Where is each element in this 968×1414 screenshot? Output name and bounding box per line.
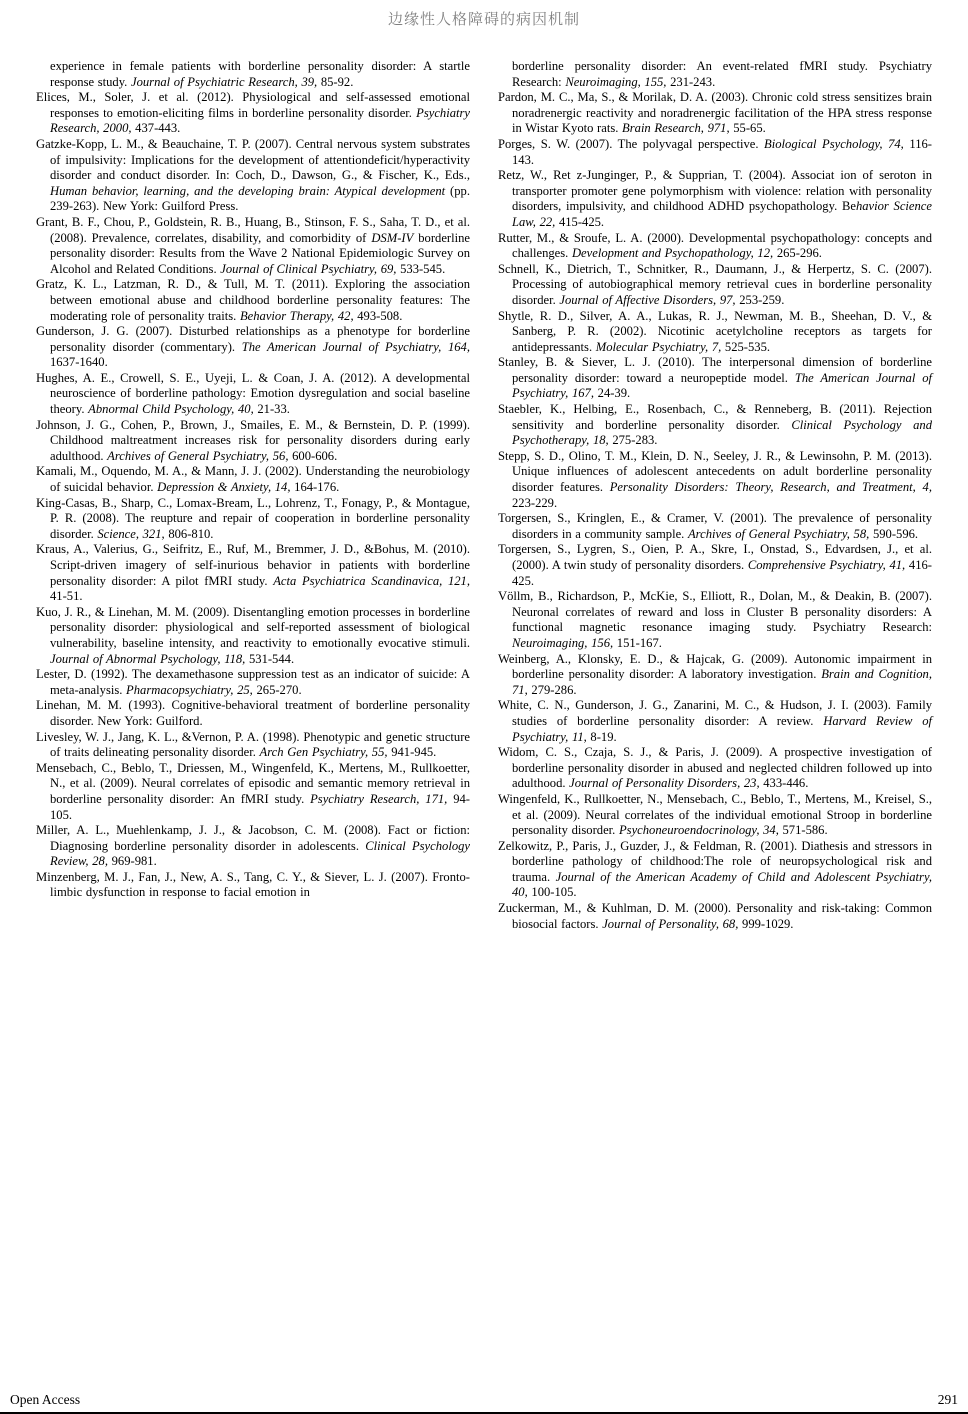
reference-item: Pardon, M. C., Ma, S., & Morilak, D. A. (2003). Chronic cold stress sensitizes brain noradrenergic reactivity and noradrenergic facilitation of the HPA stress response in Wistar Kyoto rats. Brain Research, 971, 55-65. (498, 90, 932, 136)
reference-item: Kamali, M., Oquendo, M. A., & Mann, J. J. (2002). Understanding the neurobiology of suicidal behavior. Depression & Anxiety, 14, 164-176. (36, 464, 470, 495)
open-access-label: Open Access (10, 1392, 81, 1407)
reference-item: Hughes, A. E., Crowell, S. E., Uyeji, L. & Coan, J. A. (2012). A developmental neuroscience of borderline pathology: Emotion dysregulation and social baseline theory. Abnormal Child Psychology, 40, 21-33. (36, 370, 470, 417)
reference-item: Stanley, B. & Siever, L. J. (2010). The interpersonal dimension of borderline personality disorder: toward a neuropeptide model. The American Journal of Psychiatry, 167, 24-39. (498, 355, 933, 401)
reference-item: Mensebach, C., Beblo, T., Driessen, M., Wingenfeld, K., Mertens, M., Rullkoetter, N., et al. (2009). Neural correlates of episodic and semantic memory retrieval in borderline personality disorder: An fMRI study. Psychiatry Research, 171, 94-105. (36, 760, 471, 822)
reference-item: Lester, D. (1992). The dexamethasone suppression test as an indicator of suicide: A meta-analysis. Pharmacopsychiatry, 25, 265-270. (36, 667, 470, 697)
reference-item: Rutter, M., & Sroufe, L. A. (2000). Developmental psychopathology: concepts and challenges. Development and Psychopathology, 12, 265-296. (498, 230, 932, 261)
reference-item: Linehan, M. M. (1993). Cognitive-behavioral treatment of borderline personality disorder. New York: Guilford. (36, 698, 470, 728)
reference-item: Grant, B. F., Chou, P., Goldstein, R. B., Huang, B., Stinson, F. S., Saha, T. D., et al. (2008). Prevalence, correlates, disability, and comorbidity of DSM-IV borderline personality disorder: Results from the Wave 2 National Epidemiologic Survey on Alcohol and Related Conditions. Journal of Clinical Psychiatry, 69, 533-545. (36, 214, 471, 276)
reference-item: Elices, M., Soler, J. et al. (2012). Physiological and self-assessed emotional responses to emotion-eliciting films in borderline personality disorder. Psychiatry Research, 2000, 437-443. (36, 90, 470, 136)
page-number: 291 (937, 1392, 958, 1407)
reference-item: Minzenberg, M. J., Fan, J., New, A. S., Tang, C. Y., & Siever, L. J. (2007). Fronto-limbic dysfunction in response to facial emotion in (36, 869, 470, 900)
reference-item: Staebler, K., Helbing, E., Rosenbach, C., & Renneberg, B. (2011). Rejection sensitivity and borderline personality disorder. Clinical Psychology and Psychotherapy, 18, 275-283. (498, 402, 932, 448)
reference-item: Weinberg, A., Klonsky, E. D., & Hajcak, G. (2009). Autonomic impairment in borderline personality disorder: A laboratory investigation. Brain and Cognition, 71, 279-286. (498, 651, 932, 697)
reference-item: Kraus, A., Valerius, G., Seifritz, E., Ruf, M., Bremmer, J. D., &Bohus, M. (2010). Script-driven imagery of self-inurious behavior in patients with borderline personality disorder: A pilot fMRI study. Acta Psychiatrica Scandinavica, 121, 41-51. (36, 542, 470, 604)
reference-item: Widom, C. S., Czaja, S. J., & Paris, J. (2009). A prospective investigation of borderline personality disorder in abused and neglected children followed up into adulthood. Journal of Personality Disorders, 23, 433-446. (498, 745, 932, 791)
reference-item: Miller, A. L., Muehlenkamp, J. J., & Jacobson, C. M. (2008). Fact or fiction: Diagnosing borderline personality disorder in adolescents. Clinical Psychology Review, 28, 969-981. (36, 823, 471, 869)
reference-item: Retz, W., Ret z-Junginger, P., & Supprian, T. (2004). Associat ion of seroton in transporter promoter gene polymorphism with violence: relation with personality disorders, impulsivity, and childhood ADHD psychopathology. Behavior Science Law, 22, 415-425. (498, 168, 932, 229)
reference-item: King-Casas, B., Sharp, C., Lomax-Bream, L., Lohrenz, T., Fonagy, P., & Montague, P. R. (2008). The reupture and repair of cooperation in borderline personality disorder. Science, 321, 806-810. (36, 495, 470, 541)
reference-item: Gratz, K. L., Latzman, R. D., & Tull, M. T. (2011). Exploring the association between emotional abuse and childhood borderline personality features: The moderating role of personality traits. Behavior Therapy, 42, 493-508. (36, 277, 470, 323)
reference-item: Gatzke-Kopp, L. M., & Beauchaine, T. P. (2007). Central nervous system substrates of impulsivity: Implications for the development of attentiondeficit/hyperactivity disorder and conduct disorder. In: Coch, D., Dawson, G., & Fischer, K., Eds., Human behavior, learning, and the developing brain: Atypical development (pp. 239-263). New York: Guilford Press. (36, 136, 470, 214)
references-column-left (36, 59, 470, 932)
reference-item: Livesley, W. J., Jang, K. L., &Vernon, P. A. (1998). Phenotypic and genetic structure of traits delineating personality disorder. Arch Gen Psychiatry, 55, 941-945. (36, 729, 470, 760)
reference-item: Zelkowitz, P., Paris, J., Guzder, J., & Feldman, R. (2001). Diathesis and stressors in borderline pathology of childhood:The role of neuropsychological risk and trauma. Journal of the American Academy of Child and Adolescent Psychiatry, 40, 100-105. (498, 838, 932, 900)
references-column-right (498, 59, 932, 932)
reference-item: Völlm, B., Richardson, P., McKie, S., Elliott, R., Dolan, M., & Deakin, B. (2007). Neuronal correlates of reward and loss in Cluster B personality disorders: A functional magnetic resonance imaging study. Psychiatry Research: Neuroimaging, 156, 151-167. (498, 589, 932, 650)
reference-item: Stepp, S. D., Olino, T. M., Klein, D. N., Seeley, J. R., & Lewinsohn, P. M. (2013). Unique influences of adolescent antecedents on adult borderline personality disorder features. Personality Disorders: Theory, Research, and Treatment, 4, 223-229. (498, 448, 932, 510)
reference-item: Johnson, J. G., Cohen, P., Brown, J., Smailes, E. M., & Bernstein, D. P. (1999). Childhood maltreatment increases risk for personality disorders during early adulthood. Archives of General Psychiatry, 56, 600-606. (36, 417, 470, 463)
reference-item: Gunderson, J. G. (2007). Disturbed relationships as a phenotype for borderline personality disorder (commentary). The American Journal of Psychiatry, 164, 1637-1640. (36, 324, 471, 370)
reference-item: Kuo, J. R., & Linehan, M. M. (2009). Disentangling emotion processes in borderline personality disorder: physiological and self-reported assessment of biological vulnerability, baseline intensity, and reactivity to emotionally evocative stimuli. Journal of Abnormal Psychology, 118, 531-544. (36, 604, 470, 666)
page-title: 边缘性人格障碍的病因机制 (387, 12, 580, 28)
reference-item: Schnell, K., Dietrich, T., Schnitker, R., Daumann, J., & Herpertz, S. C. (2007). Processing of autobiographical memory retrieval cues in borderline personality disorder. Journal of Affective Disorders, 97, 253-259. (498, 261, 932, 307)
reference-item: Zuckerman, M., & Kuhlman, D. M. (2000). Personality and risk-taking: Common biosocial factors. Journal of Personality, 68, 999-1029. (498, 901, 932, 931)
reference-item: Torgersen, S., Kringlen, E., & Cramer, V. (2001). The prevalence of personality disorders in a community sample. Archives of General Psychiatry, 58, 590-596. (498, 511, 932, 541)
reference-item: Torgersen, S., Lygren, S., Oien, P. A., Skre, I., Onstad, S., Edvardsen, J., et al. (2000). A twin study of personality disorders. Comprehensive Psychiatry, 41, 416-425. (498, 542, 932, 588)
reference-item: Porges, S. W. (2007). The polyvagal perspective. Biological Psychology, 74, 116-143. (498, 136, 932, 167)
reference-item: borderline personality disorder: An event-related fMRI study. Psychiatry Research: Neuroimaging, 155, 231-243. (512, 59, 932, 89)
reference-item: White, C. N., Gunderson, J. G., Zanarini, M. C., & Hudson, J. I. (2003). Family studies of borderline personality disorder: A review. Harvard Review of Psychiatry, 11, 8-19. (498, 698, 932, 744)
reference-item: Wingenfeld, K., Rullkoetter, N., Mensebach, C., Beblo, T., Mertens, M., Kreisel, S., et al. (2009). Neural correlates of the individual emotional Stroop in borderline personality disorder. Psychoneuroendocrinology, 34, 571-586. (498, 791, 932, 838)
page-footer (10, 1392, 958, 1408)
reference-item: Shytle, R. D., Silver, A. A., Lukas, R. J., Newman, M. B., Sheehan, D. V., & Sanberg, P. R. (2002). Nicotinic acetylcholine receptors as targets for antidepressants. Molecular Psychiatry, 7, 525-535. (498, 308, 932, 354)
references-section (36, 59, 932, 932)
reference-item: experience in female patients with borderline personality disorder: A startle response study. Journal of Psychiatric Research, 39, 85-92. (50, 59, 470, 89)
